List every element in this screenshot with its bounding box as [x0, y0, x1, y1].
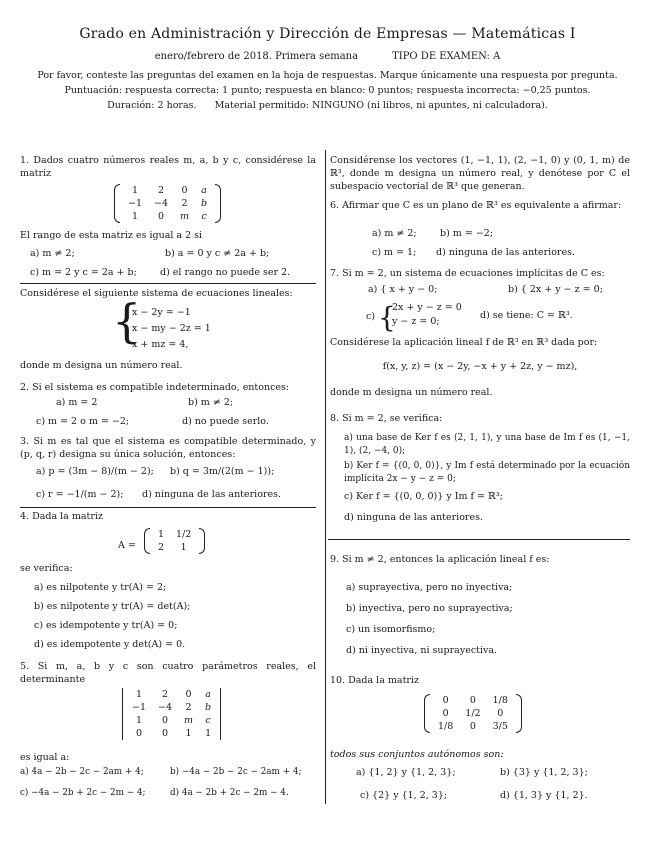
instructions: Por favor, conteste las preguntas del examen en la hoja de respuestas. Marque únicamente una respuesta por pregunta. [37, 70, 618, 81]
exam-title: Grado en Administración y Dirección de Empresas — Matemáticas I [79, 26, 576, 42]
system-note: donde m designa un número real. [20, 360, 183, 371]
system-eq2: x − my − 2z = 1 [132, 323, 211, 334]
scoring: Puntuación: respuesta correcta: 1 punto; respuesta en blanco: 0 puntos; respuesta incorrecta: −0,25 puntos. [64, 85, 591, 96]
q10-intro: 10. Dada la matriz [330, 675, 419, 686]
exam-date-line [0, 51, 655, 62]
map-note: donde m designa un número real. [330, 387, 493, 398]
q7-option-d: d) se tiene: C = ℝ³. [480, 310, 573, 321]
q9-option-b: b) inyectiva, pero no suprayectiva; [346, 603, 513, 614]
vectors-intro: Considérense los vectores (1, −1, 1), (2, −1, 0) y (0, 1, m) de ℝ³, donde m designa un número real, y denótese por C el subespacio vectorial de ℝ³ que generan. [330, 155, 630, 192]
q2-option-c: c) m = 2 o m = −2; [36, 416, 130, 427]
q6-option-c: c) m = 1; [372, 247, 417, 258]
q5-intro: 5. Si m, a, b y c son cuatro parámetros reales, el determinante [20, 661, 316, 685]
q6-stem: 6. Afirmar que C es un plano de ℝ³ es equivalente a afirmar: [330, 200, 622, 211]
exam-type: TIPO DE EXAMEN: A [392, 51, 501, 62]
q5-option-c: c) −4a − 2b + 2c − 2m − 4; [20, 788, 146, 798]
q6-option-d: d) ninguna de las anteriores. [436, 247, 575, 258]
q4-stem: se verifica: [20, 563, 73, 574]
q4-intro: 4. Dada la matriz [20, 511, 103, 522]
column-divider [325, 150, 326, 804]
q3-option-b: b) q = 3m/(2(m − 1)); [170, 466, 275, 477]
system-brace: { [112, 294, 142, 348]
q8-option-c: c) Ker f = {(0, 0, 0)} y Im f = ℝ³; [344, 491, 503, 502]
system-eq1: x − 2y = −1 [132, 307, 191, 318]
q9-option-d: d) ni inyectiva, ni suprayectiva. [346, 645, 498, 656]
q5-option-b: b) −4a − 2b − 2c − 2am + 4; [170, 767, 302, 777]
q7-stem: 7. Si m = 2, un sistema de ecuaciones implícitas de C es: [330, 268, 605, 279]
map-formula: f(x, y, z) = (x − 2y, −x + y + 2z, y − mz), [382, 361, 578, 372]
system-eq3: x + mz = 4, [132, 339, 189, 350]
q5-stem: es igual a: [20, 752, 70, 763]
q2-option-b: b) m ≠ 2; [188, 397, 234, 408]
q8-option-b: b) Ker f = {(0, 0, 0)}, y Im f está determinado por la ecuación implícita 2x − y − z = 0; [344, 461, 630, 484]
q7-option-b: b) { 2x + y − z = 0; [508, 284, 603, 295]
q4-option-d: d) es idempotente y det(A) = 0. [34, 639, 186, 650]
q10-option-d: d) {1, 3} y {1, 2}. [500, 790, 588, 801]
material: Material permitido: NINGUNO (ni libros, ni apuntes, ni calculadora). [214, 100, 548, 111]
separator-line [328, 539, 630, 540]
q7-c-brace: { [378, 301, 396, 334]
q2-option-d: d) no puede serlo. [182, 416, 269, 427]
q1-matrix: 1 2 0 a −1 −4 2 b 1 0 m c [122, 184, 213, 223]
q2-option-a: a) m = 2 [56, 397, 98, 408]
q8-option-a: a) una base de Ker f es (2, 1, 1), y una base de Im f es (1, −1, 1), (2, −4, 0); [344, 433, 630, 456]
duration-material-line [0, 100, 655, 111]
q3-option-a: a) p = (3m − 8)/(m − 2); [36, 466, 154, 477]
q9-option-a: a) suprayectiva, pero no inyectiva; [346, 582, 513, 593]
q4-option-a: a) es nilpotente y tr(A) = 2; [34, 582, 167, 593]
q10-option-c: c) {2} y {1, 2, 3}; [360, 790, 448, 801]
q7-option-c-eq2: y − z = 0; [392, 316, 440, 327]
q9-stem: 9. Si m ≠ 2, entonces la aplicación lineal f es: [330, 554, 550, 565]
q7-option-c-eq1: 2x + y − z = 0 [392, 302, 462, 313]
q7-option-c-label: c) [366, 311, 376, 322]
q10-option-b: b) {3} y {1, 2, 3}; [500, 767, 588, 778]
q7-option-a: a) { x + y − 0; [368, 284, 438, 295]
separator-line [20, 283, 316, 284]
q6-option-a: a) m ≠ 2; [372, 228, 417, 239]
q5-option-a: a) 4a − 2b − 2c − 2am + 4; [20, 767, 144, 777]
q5-option-d: d) 4a − 2b + 2c − 2m − 4. [170, 788, 289, 798]
q4-option-b: b) es nilpotente y tr(A) = det(A); [34, 601, 191, 612]
q3-option-d: d) ninguna de las anteriores. [142, 489, 281, 500]
q6-option-b: b) m = −2; [440, 228, 494, 239]
q4-matrix: 1 1/2 2 1 [152, 528, 197, 554]
separator-line [20, 507, 316, 508]
q1-option-b: b) a = 0 y c ≠ 2a + b; [165, 248, 270, 259]
q10-stem: todos sus conjuntos autónomos son: [330, 749, 504, 760]
q4-matrix-label: A = [118, 540, 136, 551]
q8-option-d: d) ninguna de las anteriores. [344, 512, 483, 523]
q2-stem: 2. Si el sistema es compatible indeterminado, entonces: [20, 382, 290, 393]
q10-option-a: a) {1, 2} y {1, 2, 3}; [356, 767, 456, 778]
q1-option-d: d) el rango no puede ser 2. [160, 267, 291, 278]
q1-option-a: a) m ≠ 2; [30, 248, 75, 259]
q4-option-c: c) es idempotente y tr(A) = 0; [34, 620, 178, 631]
q8-stem: 8. Si m = 2, se verifica: [330, 413, 443, 424]
map-intro: Considérese la aplicación lineal f de ℝ³ en ℝ³ dada por: [330, 337, 598, 348]
q3-stem: 3. Si m es tal que el sistema es compatible determinado, y (p, q, r) designa su única solución, entonces: [20, 436, 316, 460]
q9-option-c: c) un isomorfismo; [346, 624, 436, 635]
q1-option-c: c) m = 2 y c = 2a + b; [30, 267, 137, 278]
q1-stem: El rango de esta matriz es igual a 2 si [20, 230, 203, 241]
exam-date: enero/febrero de 2018. Primera semana [154, 51, 359, 62]
q3-option-c: c) r = −1/(m − 2); [36, 489, 124, 500]
q1-intro: 1. Dados cuatro números reales m, a, b y c, considérese la matriz [20, 155, 316, 179]
q10-matrix: 0 0 1/8 0 1/2 0 1/8 0 3/5 [432, 694, 514, 733]
system-intro: Considérese el siguiente sistema de ecuaciones lineales: [20, 288, 293, 299]
duration: Duración: 2 horas. [107, 100, 197, 111]
q5-determinant: 1 2 0 a −1 −4 2 b 1 0 m c 0 0 1 1 [126, 688, 217, 740]
